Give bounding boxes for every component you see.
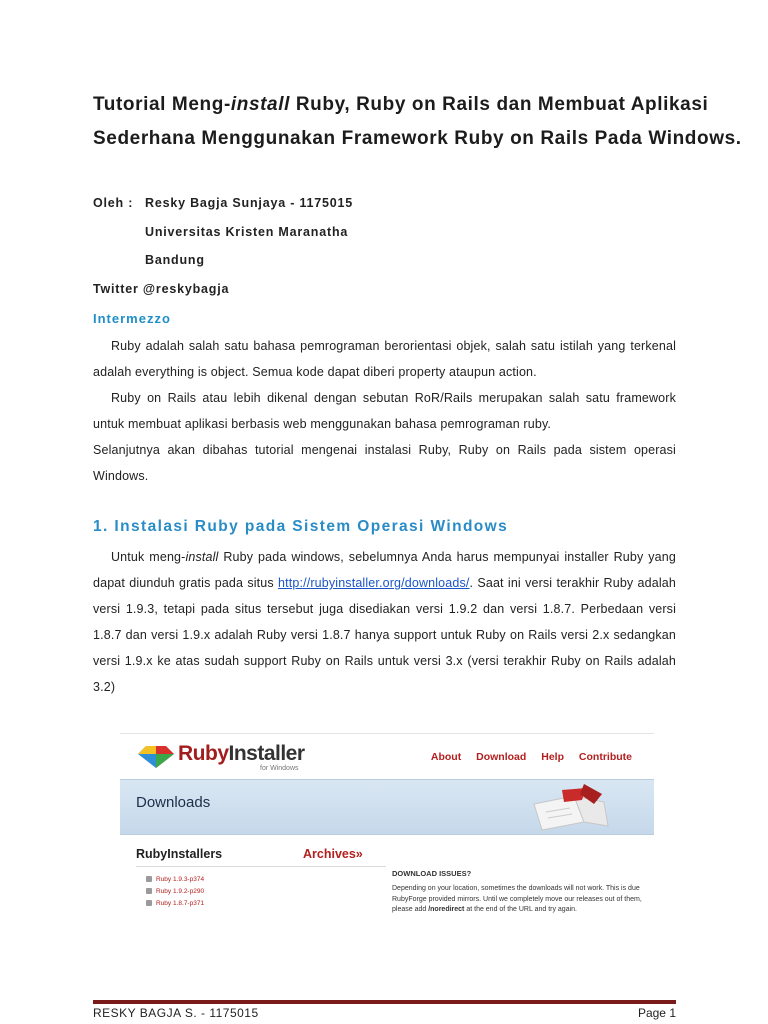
site-nav [419, 751, 632, 763]
logo-text: RubyInstaller [178, 742, 305, 765]
install-emphasis: install [185, 550, 219, 564]
section-1-body [93, 544, 676, 700]
gift-box-icon [524, 782, 614, 832]
issues-heading: DOWNLOAD ISSUES? [392, 869, 472, 878]
rubyinstaller-link[interactable]: http://rubyinstaller.org/downloads/ [278, 576, 470, 590]
section-divider [136, 866, 386, 867]
author-university: Universitas Kristen Maranatha [145, 224, 349, 239]
banner-title: Downloads [136, 794, 211, 811]
author-block [93, 196, 353, 310]
download-issues [392, 869, 642, 916]
nav-contribute[interactable]: Contribute [578, 751, 632, 763]
nav-about[interactable]: About [430, 751, 462, 763]
rubyinstallers-heading: RubyInstallers [136, 847, 223, 861]
ruby-gem-logo-icon [136, 742, 176, 770]
section-1-paragraph: Untuk meng-install Ruby pada windows, sebelumnya Anda harus mempunyai installer Ruby yang dapat diunduh gratis pada situs http://rubyinstaller.org/downloads/. Saat ini versi terakhir Ruby adalah versi 1.9.3, tetapi pada situs tersebut juga disediakan versi 1.9.2 dan versi 1.8.7. Perbedaan versi 1.8.7 dan versi 1.9.x adalah Ruby versi 1.8.7 hanya support untuk Ruby on Rails versi 2.x sedangkan versi 1.9.x ke atas sudah support Ruby on Rails untuk versi 3.x (versi terakhir Ruby on Rails adalah 3.2) [93, 550, 676, 694]
download-icon [146, 888, 152, 894]
download-item[interactable]: Ruby 1.8.7-p371 [146, 900, 204, 912]
section-1-heading: 1. Instalasi Ruby pada Sistem Operasi Windows [93, 518, 509, 535]
title-line-2: Sederhana Menggunakan Framework Ruby on Rails Pada Windows. [93, 128, 742, 149]
download-icon [146, 876, 152, 882]
download-item[interactable]: Ruby 1.9.2-p290 [146, 888, 204, 900]
author-label: Oleh : [93, 196, 134, 210]
download-list [146, 876, 204, 912]
author-name: Resky Bagja Sunjaya - 1175015 [145, 196, 354, 210]
rubyinstaller-screenshot [120, 733, 654, 934]
title-line-1: Tutorial Meng-install Ruby, Ruby on Rails dan Membuat Aplikasi [93, 94, 709, 115]
archives-link[interactable]: Archives» [303, 847, 363, 861]
author-city: Bandung [145, 253, 205, 267]
nav-download[interactable]: Download [476, 751, 527, 763]
footer-author: RESKY BAGJA S. - 1175015 [93, 1006, 259, 1020]
title-emphasis: install [230, 94, 290, 115]
author-twitter: Twitter @reskybagja [93, 281, 230, 296]
downloads-banner [120, 779, 654, 835]
document-title [93, 88, 742, 156]
download-item[interactable]: Ruby 1.9.3-p374 [146, 876, 204, 888]
download-icon [146, 900, 152, 906]
intermezzo-body [93, 333, 676, 489]
intermezzo-paragraph-2: Ruby on Rails atau lebih dikenal dengan sebutan RoR/Rails merupakan salah satu framework untuk membuat aplikasi berbasis web menggunakan bahasa pemrograman ruby. [93, 391, 676, 431]
logo-subtitle: for Windows [260, 765, 299, 772]
intermezzo-paragraph-1: Ruby adalah salah satu bahasa pemrograman berorientasi objek, salah satu istilah yang terkenal adalah everything is object. Semua kode dapat diberi property ataupun action. [93, 339, 676, 379]
nav-help[interactable]: Help [541, 751, 564, 763]
intermezzo-paragraph-3: Selanjutnya akan dibahas tutorial mengenai instalasi Ruby, Ruby on Rails pada sistem operasi Windows. [93, 443, 676, 483]
footer-rule [93, 1000, 676, 1004]
issues-text: Depending on your location, sometimes the downloads will not work. This is due RubyForge provided mirrors. Until we completely move our releases out of them, please add /noredirect at the end of the URL and try again. [392, 885, 642, 913]
page-number: Page 1 [637, 1006, 676, 1020]
intermezzo-heading: Intermezzo [93, 311, 171, 326]
